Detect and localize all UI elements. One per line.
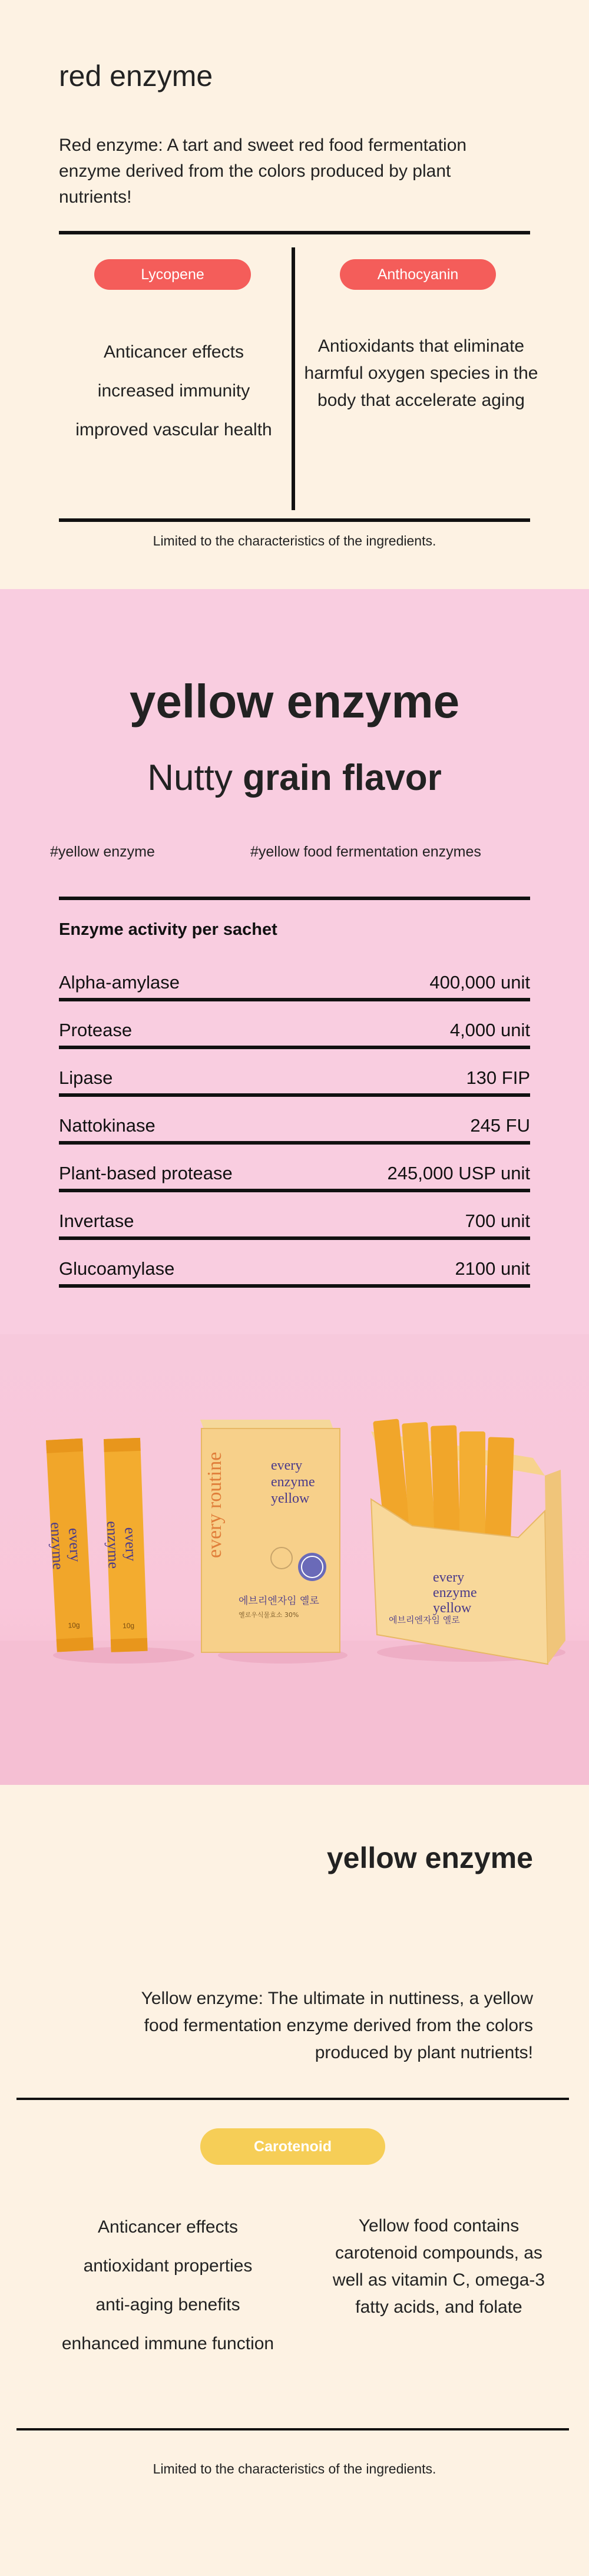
yellow-enzyme-title: yellow enzyme xyxy=(129,675,460,728)
enzyme-name: Glucoamylase xyxy=(59,1258,175,1279)
enzyme-name: Alpha-amylase xyxy=(59,972,180,993)
yellow-enzyme-detail-title: yellow enzyme xyxy=(326,1841,533,1874)
carotenoid-badge: Carotenoid xyxy=(200,2128,385,2165)
enzyme-activity-row xyxy=(59,1050,530,1097)
product-illustration xyxy=(0,1334,589,1785)
yellow-enzyme-detail-section xyxy=(0,1785,589,2576)
enzyme-name: Nattokinase xyxy=(59,1115,155,1136)
benefit-item: increased immunity xyxy=(97,381,250,401)
box-brand-text: enzyme xyxy=(433,1585,477,1601)
stick-text: every xyxy=(65,1527,84,1563)
enzyme-value: 700 unit xyxy=(465,1211,530,1231)
ingredient-note: Limited to the characteristics of the ingredients. xyxy=(153,533,436,548)
enzyme-activity-heading: Enzyme activity per sachet xyxy=(59,920,277,939)
benefit-item: enhanced immune function xyxy=(61,2334,274,2353)
stick-weight: 10g xyxy=(68,1621,80,1630)
box-brand-text: every xyxy=(271,1458,303,1473)
benefit-item: anti-aging benefits xyxy=(95,2295,240,2314)
enzyme-value: 130 FIP xyxy=(466,1067,530,1088)
enzyme-activity-row xyxy=(59,954,530,1001)
yellow-enzyme-description: Yellow enzyme: The ultimate in nuttiness, a yellow food fermentation enzyme derived from the colors produced by plant nutrients! xyxy=(141,1989,533,2062)
subtitle-bold: grain flavor xyxy=(243,758,442,798)
column-divider xyxy=(292,247,295,510)
enzyme-name: Invertase xyxy=(59,1211,134,1231)
divider xyxy=(59,231,530,234)
enzyme-name: Lipase xyxy=(59,1067,113,1088)
benefit-item: improved vascular health xyxy=(75,420,272,439)
red-enzyme-description: Red enzyme: A tart and sweet red food fermentation enzyme derived from the colors produced by plant nutrients! xyxy=(59,135,467,207)
box-korean-text: 에브리엔자임 옐로 xyxy=(239,1595,319,1607)
enzyme-activity-row xyxy=(59,1145,530,1192)
enzyme-activity-row xyxy=(59,1193,530,1240)
stick-text: enzyme xyxy=(47,1522,67,1570)
lycopene-benefits xyxy=(59,333,289,449)
ingredient-note: Limited to the characteristics of the ingredients. xyxy=(153,2461,436,2476)
box-brand-text: every xyxy=(433,1570,465,1585)
enzyme-name: Plant-based protease xyxy=(59,1163,233,1183)
hashtag: #yellow food fermentation enzymes xyxy=(250,844,481,860)
subtitle-plain: Nutty xyxy=(147,758,233,798)
red-enzyme-section xyxy=(0,0,589,589)
carotenoid-description: Yellow food contains carotenoid compounds, as well as vitamin C, omega-3 fatty acids, and folate xyxy=(332,2216,545,2317)
box-small-text: 옐로우식물효소 30% xyxy=(239,1611,299,1619)
box-brand-text: yellow xyxy=(271,1491,310,1506)
enzyme-value: 2100 unit xyxy=(455,1258,530,1279)
enzyme-value: 400,000 unit xyxy=(429,972,530,993)
yellow-enzyme-subtitle xyxy=(0,757,589,799)
enzyme-activity-row xyxy=(59,1097,530,1145)
lycopene-badge: Lycopene xyxy=(94,259,251,290)
red-enzyme-title: red enzyme xyxy=(59,59,213,92)
carotenoid-benefits xyxy=(35,2208,300,2363)
box-script-text: every routine xyxy=(204,1451,226,1558)
benefit-item: Anticancer effects xyxy=(98,2217,238,2237)
enzyme-value: 245 FU xyxy=(470,1115,530,1136)
divider xyxy=(59,518,530,522)
hashtag: #yellow enzyme xyxy=(50,844,155,860)
box-brand-text: yellow xyxy=(433,1601,472,1616)
divider xyxy=(16,2428,569,2430)
box-korean-text: 에브리엔자임 옐로 xyxy=(389,1615,460,1625)
enzyme-name: Protease xyxy=(59,1020,133,1040)
anthocyanin-description: Antioxidants that eliminate harmful oxygen species in the body that accelerate aging xyxy=(304,336,538,410)
stick-text: enzyme xyxy=(103,1520,123,1569)
enzyme-value: 245,000 USP unit xyxy=(387,1163,530,1183)
benefit-item: antioxidant properties xyxy=(83,2256,253,2276)
stick-weight: 10g xyxy=(122,1621,135,1631)
product-photo xyxy=(0,1334,589,1785)
enzyme-value: 4,000 unit xyxy=(449,1020,530,1040)
yellow-enzyme-section xyxy=(0,589,589,1785)
stick-pack xyxy=(43,1439,94,1652)
divider xyxy=(59,897,530,900)
stick-text: every xyxy=(121,1527,140,1562)
anthocyanin-badge: Anthocyanin xyxy=(340,259,496,290)
benefit-item: Anticancer effects xyxy=(104,342,244,362)
box-brand-text: enzyme xyxy=(271,1474,315,1490)
stick-pack xyxy=(101,1438,148,1652)
enzyme-activity-row xyxy=(59,1002,530,1049)
divider xyxy=(16,2098,569,2100)
open-product-box xyxy=(371,1418,565,1664)
product-box xyxy=(200,1420,340,1652)
enzyme-activity-row xyxy=(59,1241,530,1288)
